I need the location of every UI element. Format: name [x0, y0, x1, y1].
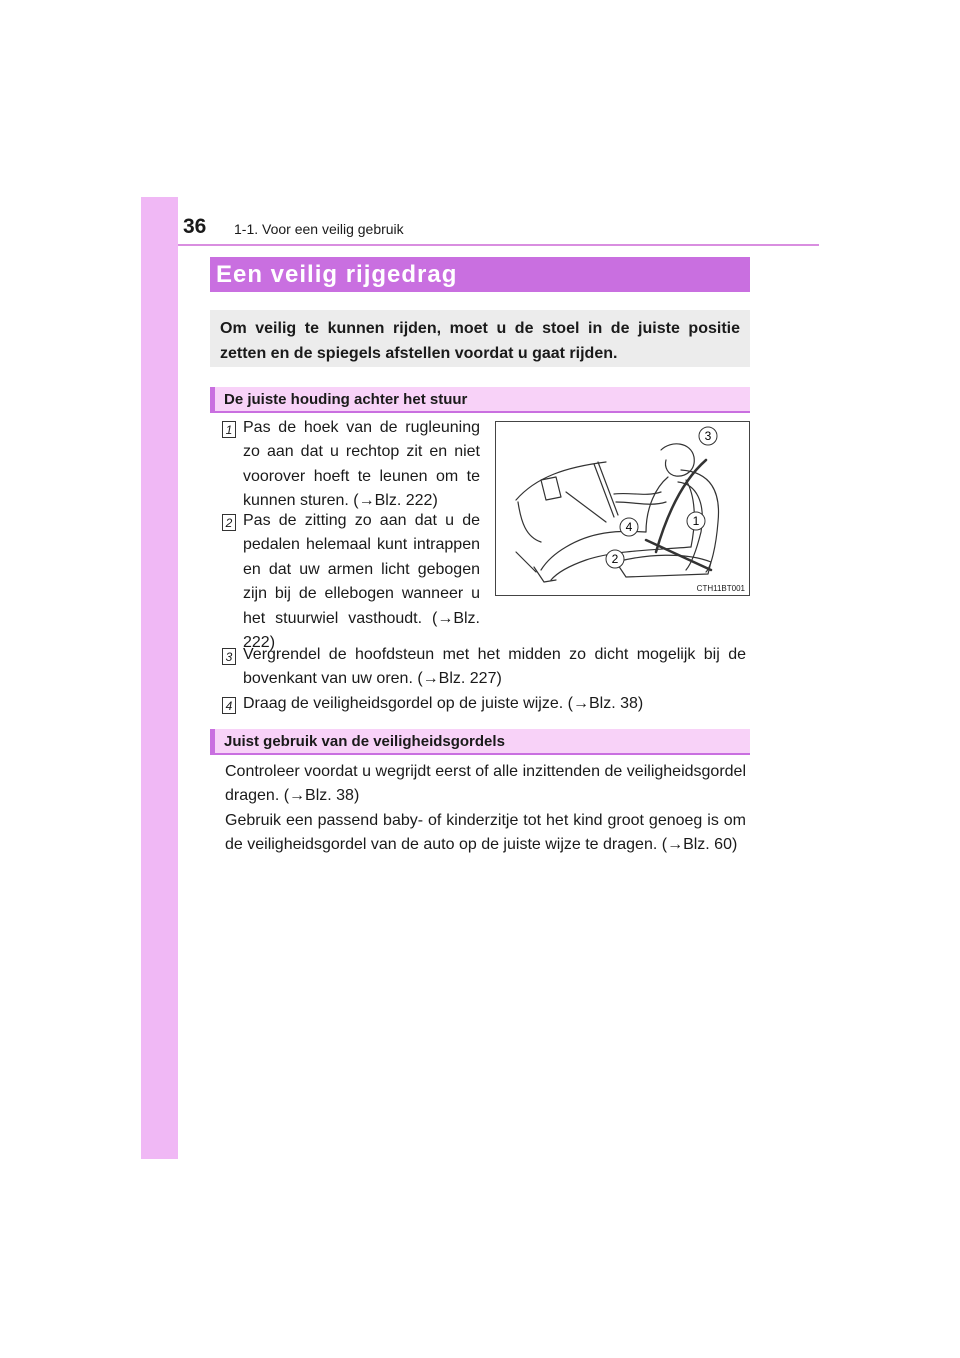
item-number-2: 2 — [222, 514, 236, 531]
figure-code: CTH11BT001 — [696, 584, 745, 593]
seatbelt-body — [225, 760, 746, 858]
chapter-side-tab — [141, 197, 178, 1159]
seatbelt-paragraph-2: Gebruik een passend baby- of kinderzitje tot het kind groot genoeg is om de veiligheidsgordel van de auto op de juiste wijze te dragen. (→Blz. 60) — [225, 811, 746, 854]
intro-box — [210, 310, 750, 367]
callout-3: 3 — [704, 429, 712, 443]
item-4-text: Draag de veiligheidsgordel op de juiste wijze. (→Blz. 38) — [243, 695, 644, 712]
callout-4: 4 — [625, 520, 633, 534]
driver-seat-drawing — [496, 422, 749, 595]
seatbelt-paragraph-1: Controleer voordat u wegrijdt eerst of alle inzittenden de veiligheidsgordel dragen. (→Blz. 38) — [225, 763, 746, 805]
header-rule — [178, 244, 819, 246]
item-2-text: Pas de zitting zo aan dat u de pedalen helemaal kunt intrappen en dat uw armen licht gebogen zijn bij de ellebogen wanneer u het stuurwiel vasthoudt. (→Blz. 222) — [243, 512, 480, 652]
subheading-seatbelts: Juist gebruik van de veiligheidsgordels — [210, 729, 750, 755]
driving-posture-illustration — [495, 421, 750, 596]
item-1-text: Pas de hoek van de rugleuning zo aan dat u rechtop zit en niet voorover hoeft te leunen om te kunnen sturen. (→Blz. 222) — [243, 419, 480, 510]
item-number-1: 1 — [222, 421, 236, 438]
item-number-3: 3 — [222, 648, 236, 665]
intro-text: Om veilig te kunnen rijden, moet u de stoel in de juiste positie zetten en de spiegels afstellen voordat u gaat rijden. — [220, 320, 740, 362]
callout-2: 2 — [611, 552, 619, 566]
item-number-4: 4 — [222, 697, 236, 714]
callout-1: 1 — [692, 514, 700, 528]
subheading-posture: De juiste houding achter het stuur — [210, 387, 750, 413]
running-header: 1-1. Voor een veilig gebruik — [234, 221, 404, 237]
section-title: Een veilig rijgedrag — [210, 257, 750, 292]
item-3-text: Vergrendel de hoofdsteun met het midden zo dicht mogelijk bij de bovenkant van uw oren. (→Blz. 227) — [243, 646, 746, 688]
page-number: 36 — [183, 215, 207, 238]
